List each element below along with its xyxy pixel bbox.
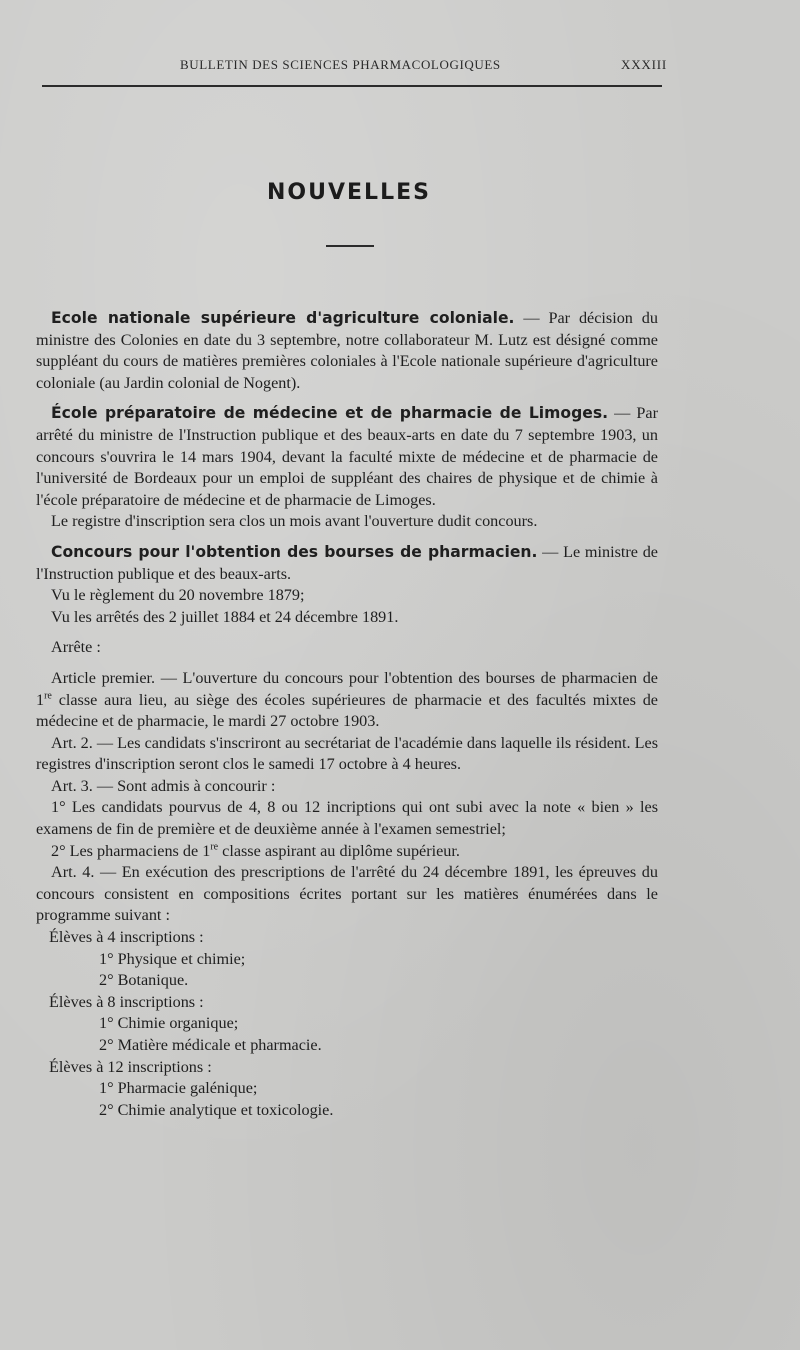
article-agriculture (36, 308, 658, 394)
article-limoges-extra: Le registre d'inscription sera clos un mois avant l'ouverture dudit concours. (51, 512, 538, 531)
running-title: BULLETIN DES SCIENCES PHARMACOLOGIQUES (180, 57, 501, 72)
body-text (36, 308, 658, 1121)
decree-arrete: Arrête : (51, 638, 101, 657)
article-bourses (36, 542, 658, 585)
article-text: — Le ministre de l'Instruction publique et des beaux-arts. (36, 542, 658, 583)
article-3-item-2 (36, 841, 658, 863)
list-item: 2° Matière médicale et pharmacie. (99, 1036, 322, 1054)
article-heading: Ecole nationale supérieure d'agriculture coloniale. (51, 309, 515, 327)
article-heading: Concours pour l'obtention des bourses de pharmacien. (51, 542, 538, 561)
article-3-item-2-a: 2° Les pharmaciens de 1 (51, 841, 211, 860)
list-item: 2° Botanique. (99, 971, 189, 990)
group-label-8: Élèves à 8 inscriptions : (49, 992, 204, 1011)
article-1-text-b: classe aura lieu, au siège des écoles supérieures de pharmacie et des facultés mixtes de médecine et de pharmacie, le mardi 27 octobre 1903. (36, 690, 658, 731)
article-heading: École préparatoire de médecine et de pharmacie de Limoges. (51, 404, 609, 423)
article-1-sup: re (44, 690, 52, 702)
list-item: 1° Pharmacie galénique; (99, 1079, 258, 1098)
group-label-12: Élèves à 12 inscriptions : (49, 1057, 212, 1076)
article-1-text-a: Article premier. — L'ouverture du concours pour l'obtention des bourses de pharmacien de 1 (36, 668, 658, 709)
header-rule (42, 85, 662, 87)
article-3-item-2-sup: re (210, 841, 219, 853)
list-item: 1° Chimie organique; (99, 1014, 239, 1033)
decree-vu-2: Vu les arrêtés des 2 juillet 1884 et 24 décembre 1891. (51, 607, 399, 626)
decree-article-4: Art. 4. — En exécution des prescriptions de l'arrêté du 24 décembre 1891, les épreuves du concours consistent en compositions écrites portant sur les matières énumérées dans le programme suivant : (36, 863, 658, 925)
section-title: NOUVELLES (267, 180, 431, 205)
article-3-item-1: 1° Les candidats pourvus de 4, 8 ou 12 incriptions qui ont subi avec la note « bien » les examens de fin de première et de deuxième année à l'examen semestriel; (36, 798, 658, 839)
decree-vu-1: Vu le règlement du 20 novembre 1879; (51, 586, 305, 605)
article-limoges (36, 403, 658, 511)
article-text: — Par décision du ministre des Colonies en date du 3 septembre, notre collaborateur M. Lutz est désigné comme suppléant du cours de matières premières coloniales à l'Ecole nationale supérieure d'agriculture coloniale (au Jardin colonial de Nogent). (36, 309, 658, 392)
list-item: 2° Chimie analytique et toxicologie. (99, 1100, 334, 1119)
article-text: — Par arrêté du ministre de l'Instruction publique et des beaux-arts en date du 7 septembre 1903, un concours s'ouvrira le 14 mars 1904, devant la faculté mixte de médecine et de pharmacie de l'université de Bordeaux pour un emploi de suppléant des chaires de physique et de chimie à l'école préparatoire de médecine et de pharmacie de Limoges. (36, 404, 658, 509)
group-label-4: Élèves à 4 inscriptions : (49, 928, 204, 947)
article-3-item-2-b: classe aspirant au diplôme supérieur. (218, 841, 460, 860)
page-number: XXXIII (621, 57, 667, 72)
decree-article-3: Art. 3. — Sont admis à concourir : (51, 776, 276, 795)
decree-article-1 (36, 668, 658, 733)
title-rule (326, 245, 374, 247)
list-item: 1° Physique et chimie; (99, 949, 246, 968)
decree-article-2: Art. 2. — Les candidats s'inscriront au secrétariat de l'académie dans laquelle ils résident. Les registres d'inscription seront clos le samedi 17 octobre à 4 heures. (36, 733, 658, 774)
